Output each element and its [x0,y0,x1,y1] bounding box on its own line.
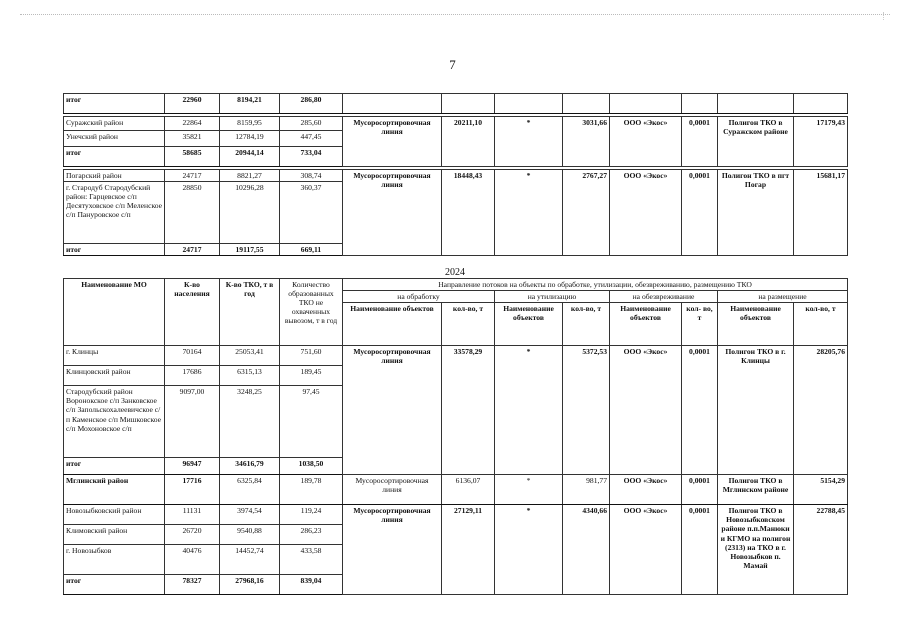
neut-object: ООО «Экос» [610,117,682,167]
col-header-obj-name: Наименование объектов [610,303,682,346]
uncollected: 189,45 [280,366,343,386]
uncollected: 119,24 [280,505,343,525]
mo-name: Погарский район [64,170,165,182]
scan-header-noise [20,14,890,17]
place-object: Полигон ТКО в г. Клинцы [718,346,794,475]
uncollected: 669,11 [280,244,343,256]
population: 96947 [165,458,220,475]
tko-amount: 8159,95 [220,117,280,131]
tko-amount: 12784,19 [220,131,280,147]
uncollected: 360,37 [280,182,343,244]
col-header-qty-t: кол- во, т [682,303,718,346]
col-header-util: на утилизацию [495,291,610,303]
tko-amount: 34616,79 [220,458,280,475]
scan-edge-mark [883,12,885,20]
uncollected: 189,78 [280,475,343,505]
uncollected: 447,45 [280,131,343,147]
util-object: * [495,170,563,256]
mo-name: итог [64,94,165,114]
util-qty: 3031,66 [563,117,610,167]
mo-name: г. Стародуб Стародубский район: Гарцевское с/п Десятуховское с/п Меленское с/п Пануровское с/п [64,182,165,244]
neut-qty: 0,0001 [682,117,718,167]
treat-qty: 27129,11 [442,505,495,595]
table-row [64,475,848,505]
year-label: 2024 [445,267,465,278]
place-qty: 5154,29 [794,475,848,505]
treat-object: Мусоросортировочная линия [343,505,442,595]
mo-name: Суражский район [64,117,165,131]
tko-amount: 6325,84 [220,475,280,505]
neut-object: ООО «Экос» [610,346,682,475]
treat-qty: 20211,10 [442,117,495,167]
treat-qty: 33578,29 [442,346,495,475]
col-header-direction: Направление потоков на объекты по обработке, утилизации, обезвреживанию, размещению ТКО [343,279,848,291]
tko-amount: 6315,13 [220,366,280,386]
col-header-mo: Наименование МО [64,279,165,346]
treat-qty: 6136,07 [442,475,495,505]
mo-name: г. Новозыбков [64,545,165,575]
neut-object: ООО «Экос» [610,505,682,595]
population: 22864 [165,117,220,131]
uncollected: 433,58 [280,545,343,575]
util-object: * [495,475,563,505]
place-object: Полигон ТКО в Суражском районе [718,117,794,167]
population: 22960 [165,94,220,114]
neut-qty: 0,0001 [682,475,718,505]
col-header-pop: К-во населения [165,279,220,346]
tko-amount: 25053,41 [220,346,280,366]
tko-amount: 8194,21 [220,94,280,114]
neut-qty: 0,0001 [682,170,718,256]
col-header-treat: на обработку [343,291,495,303]
util-qty: 5372,53 [563,346,610,475]
neut-object: ООО «Экос» [610,475,682,505]
population: 17716 [165,475,220,505]
place-object: Полигон ТКО в пгт Погар [718,170,794,256]
col-header-obj-name: Наименование объектов [718,303,794,346]
population: 78327 [165,575,220,595]
header-row [64,279,848,291]
place-qty: 17179,43 [794,117,848,167]
table-row [64,346,848,366]
col-header-qty-t: кол-во, т [794,303,848,346]
treat-object: Мусоросортировочная линия [343,475,442,505]
col-header-obj-name: Наименование объектов [343,303,442,346]
uncollected: 839,04 [280,575,343,595]
mo-name: Стародубский район Воронокское с/п Занковское с/п Запольскохалеевичское с/п Каменское с/п Мишковское с/п Мохоновское с/п [64,386,165,458]
uncollected: 733,04 [280,147,343,167]
uncollected: 1038,50 [280,458,343,475]
col-header-neut: на обезвреживание [610,291,718,303]
util-object: * [495,505,563,595]
col-header-place: на размещение [718,291,848,303]
table-row [64,505,848,525]
col-header-qty-t: кол-во, т [442,303,495,346]
population: 24717 [165,244,220,256]
population: 70164 [165,346,220,366]
tko-amount: 19117,55 [220,244,280,256]
col-header-obj-name: Наименование объектов [495,303,563,346]
table-row [64,117,848,131]
util-qty: 2767,27 [563,170,610,256]
mo-name: итог [64,458,165,475]
neut-object: ООО «Экос» [610,170,682,256]
mo-name: итог [64,575,165,595]
population: 58685 [165,147,220,167]
uncollected: 285,60 [280,117,343,131]
population: 9097,00 [165,386,220,458]
treat-object: Мусоросортировочная линия [343,117,442,167]
mo-name: Климовский район [64,525,165,545]
treat-object: Мусоросортировочная линия [343,170,442,256]
mo-name: г. Клинцы [64,346,165,366]
col-header-qty-t: кол-во, т [563,303,610,346]
table-row [64,94,848,114]
tko-amount: 14452,74 [220,545,280,575]
place-object: Полигон ТКО в Новозыбковском районе п.п.Манюки и КГМО на полигон (2313) на ТКО в г. Новозыбков п. Мамай [718,505,794,595]
population: 24717 [165,170,220,182]
tko-amount: 20944,14 [220,147,280,167]
tko-amount: 27968,16 [220,575,280,595]
uncollected: 286,80 [280,94,343,114]
mo-name: Унечский район [64,131,165,147]
population: 26720 [165,525,220,545]
population: 40476 [165,545,220,575]
util-qty: 4340,66 [563,505,610,595]
population: 35821 [165,131,220,147]
util-object: * [495,117,563,167]
treat-qty: 18448,43 [442,170,495,256]
col-header-tko: К-во ТКО, т в год [220,279,280,346]
tko-amount: 9540,88 [220,525,280,545]
treat-object: Мусоросортировочная линия [343,346,442,475]
place-object: Полигон ТКО в Мглинском районе [718,475,794,505]
uncollected: 286,23 [280,525,343,545]
top-table [63,93,848,256]
population: 17686 [165,366,220,386]
bottom-table [63,278,848,595]
place-qty: 22788,45 [794,505,848,595]
mo-name: итог [64,147,165,167]
util-qty: 981,77 [563,475,610,505]
col-header-qty: Количество образованных ТКО не охваченных вывозом, т в год [280,279,343,346]
mo-name: Клинцовский район [64,366,165,386]
uncollected: 308,74 [280,170,343,182]
population: 28850 [165,182,220,244]
neut-qty: 0,0001 [682,505,718,595]
mo-name: итог [64,244,165,256]
uncollected: 97,45 [280,386,343,458]
uncollected: 751,60 [280,346,343,366]
tko-amount: 3248,25 [220,386,280,458]
mo-name: Новозыбковский район [64,505,165,525]
page-number: 7 [449,57,456,72]
mo-name: Мглинский район [64,475,165,505]
tko-amount: 10296,28 [220,182,280,244]
place-qty: 28205,76 [794,346,848,475]
tko-amount: 8821,27 [220,170,280,182]
util-object: * [495,346,563,475]
population: 11131 [165,505,220,525]
tko-amount: 3974,54 [220,505,280,525]
neut-qty: 0,0001 [682,346,718,475]
table-row [64,170,848,182]
place-qty: 15681,17 [794,170,848,256]
